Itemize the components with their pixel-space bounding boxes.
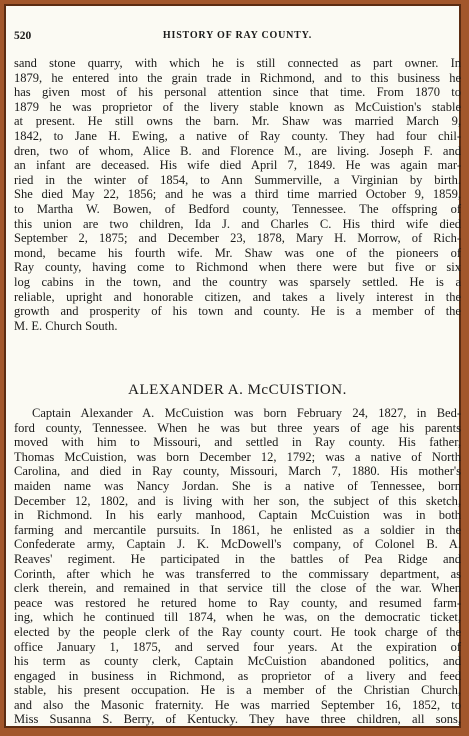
text-line: Corinth, after which he was transferred to the commissary department, as <box>14 566 461 581</box>
text-line: 1879 he was proprietor of the livery stable known as McCuistion's stable <box>14 99 461 114</box>
text-line: Carolina, and died in Ray county, Missouri, March 7, 1880. His mother's <box>14 464 461 479</box>
text-line: maiden name was Nancy Jordan. She is a native of Tennessee, born <box>14 478 461 493</box>
text-line: Thomas McCuistion, was born December 12, 1792; was a native of North <box>14 449 461 464</box>
text-line: 1842, to Jane H. Ewing, a native of Ray county. They had four chil- <box>14 128 461 143</box>
text-line: to Martha W. Bowen, of Bedford county, Tennessee. The offspring of <box>14 201 461 216</box>
text-line: clerk therein, and remained in that service till the close of the war. When <box>14 581 461 596</box>
text-line: moved with him to Missouri, and settled in Ray county. His father, <box>14 435 461 450</box>
text-line: ried in the winter of 1854, to Ann Summerville, a Virginian by birth. <box>14 172 461 187</box>
text-line: 1879, he entered into the grain trade in Richmond, and to this business he <box>14 70 461 85</box>
text-line: his term as county clerk, Captain McCuistion abandoned politics, and <box>14 654 461 669</box>
running-head: HISTORY OF RAY COUNTY. <box>162 30 313 41</box>
text-line: engaged in business in Richmond, as proprietor of a livery and feed <box>14 668 461 683</box>
text-line: Miss Susanna S. Berry, of Kentucky. They have three children, all sons, <box>14 712 461 727</box>
text-line: an infant are deceased. His wife died April 7, 1849. He was again mar- <box>14 158 461 173</box>
text-line: has given most of his personal attention since that time. From 1870 to <box>14 85 461 100</box>
text-line: office January 1, 1875, and served four years. At the expiration of <box>14 639 461 654</box>
text-line: peace was restored he retured home to Ray county, and resumed farm- <box>14 595 461 610</box>
shaw-biography-continuation <box>14 56 461 333</box>
text-line: September 2, 1875; and December 23, 1878, Mary H. Morrow, of Rich- <box>14 231 461 246</box>
text-line: M. E. Church South. <box>14 318 118 333</box>
text-line: mond, became his fourth wife. Mr. Shaw was one of the pioneers of <box>14 245 461 260</box>
text-line: She died May 22, 1856; and he was a third time married October 9, 1859, <box>14 187 461 202</box>
text-line: and also the Masonic fraternity. He was married September 16, 1852, to <box>14 697 461 712</box>
text-line: log cabins in the town, and the country was sparsely settled. He is a <box>14 274 461 289</box>
text-line: ford county, Tennessee. When he was but three years of age his parents <box>14 420 461 435</box>
text-line: sand stone quarry, with which he is still connected as part owner. In <box>14 56 461 70</box>
text-line: stable, his present occupation. He is a member of the Christian Church, <box>14 683 461 698</box>
text-line: ing, which he continued till 1874, when he was, on the democratic ticket, <box>14 610 461 625</box>
text-line: elected by the people clerk of the Ray county court. He took charge of the <box>14 624 461 639</box>
text-line: Ray county, having come to Richmond when there were but five or six <box>14 260 461 275</box>
text-line: Captain Alexander A. McCuistion was born February 24, 1827, in Bed- <box>32 406 461 420</box>
page-number: 520 <box>14 30 32 42</box>
page-header <box>14 30 461 46</box>
text-line: Confederate army, Captain J. K. McDowell's company, of Colonel B. A. <box>14 537 461 552</box>
page-frame <box>4 4 461 728</box>
text-line: reliable, upright and honorable citizen, and takes a lively interest in the <box>14 289 461 304</box>
text-line: growth and prosperity of his town and county. He is a member of the <box>14 304 461 319</box>
text-line: this union are two children, Ida J. and Charles C. His third wife died <box>14 216 461 231</box>
text-line: at present. He still owns the barn. Mr. Shaw was married March 9, <box>14 114 461 129</box>
biography-title: ALEXANDER A. McCUISTION. <box>128 382 347 398</box>
document-page <box>14 26 461 730</box>
text-line: dren, two of whom, Alice B. and Florence M., are living. Joseph F. and <box>14 143 461 158</box>
text-line: Reaves' regiment. He participated in the battles of Pea Ridge and <box>14 551 461 566</box>
text-line: farming and mercantile pursuits. In 1861, he enlisted as a soldier in the <box>14 522 461 537</box>
mccuistion-biography <box>14 406 461 727</box>
text-line: December 12, 1802, and is living with her son, the subject of this sketch, <box>14 493 461 508</box>
text-line: in Richmond. In his early manhood, Captain McCuistion was in both <box>14 508 461 523</box>
